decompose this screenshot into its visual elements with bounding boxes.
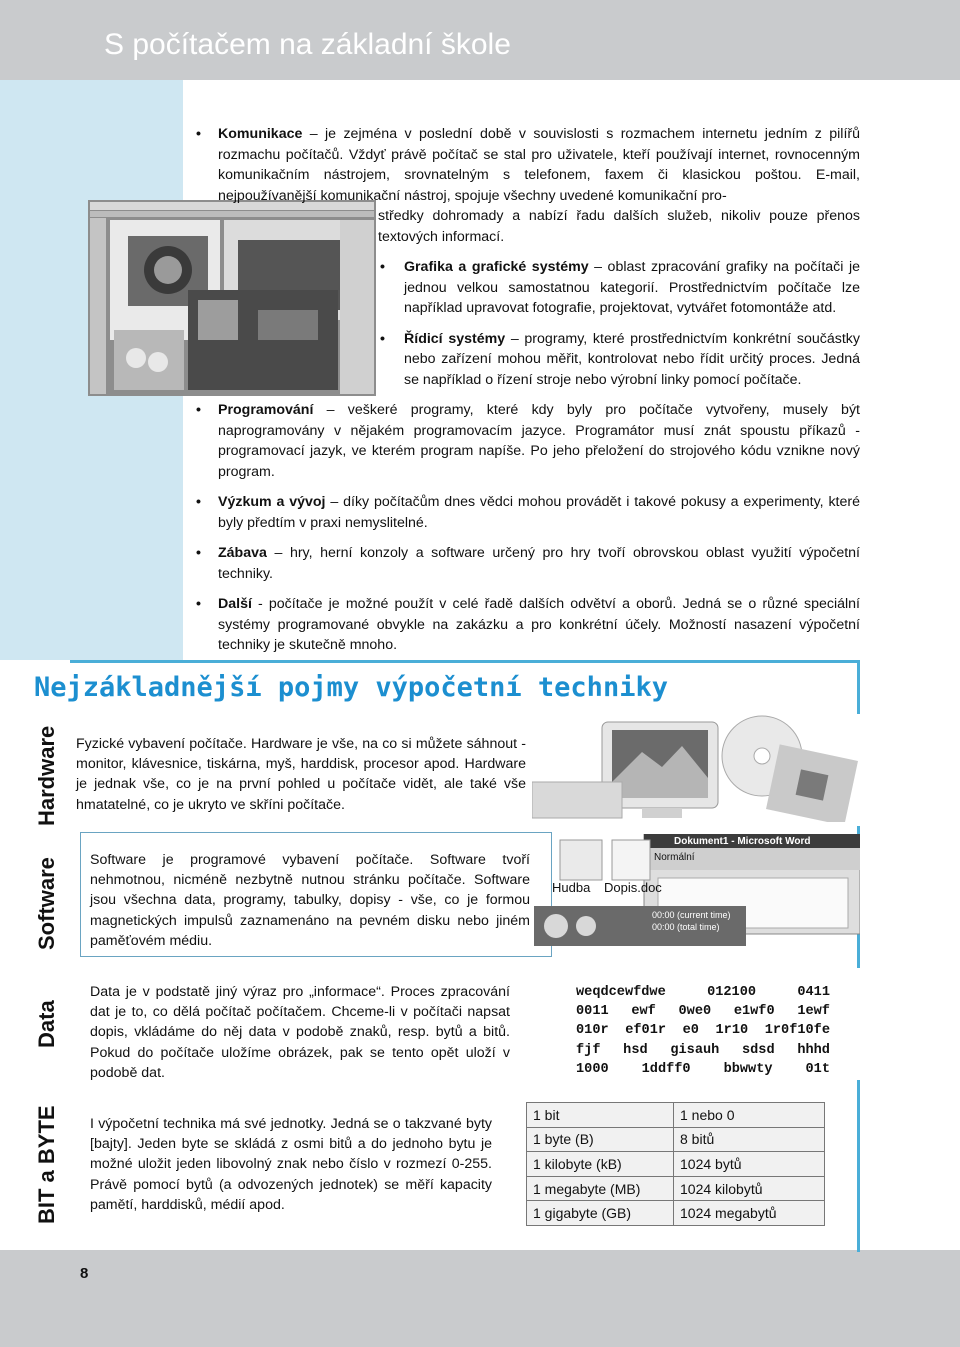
table-cell: 1 megabyte (MB) [527,1176,674,1201]
data-sample-text [576,983,830,1079]
page-header [0,0,960,80]
data-sample-word: 0411 [797,985,830,1000]
player-time: 00:00 (current time) [652,910,731,920]
data-sample-word: 1ewf [797,1004,830,1020]
list-item-continuation: středky dohromady a nabízí řadu dalších služeb, nikoliv pouze přenos textových informací. [378,208,860,245]
table-cell: 1024 megabytů [674,1201,825,1226]
footer-strip [0,1250,960,1347]
list-item: • Programování – veškeré programy, které kdy byly pro počítače vytvořeny, musely být naprogramovány v nějakém programovacím jazyce. Programátor musí znát spoustu příkazů - programovací jazyk, ve kterém program napíše. Po jeho přeložení do strojového kódu vznikne nový program. [196,400,860,482]
data-sample-word: sdsd [741,1042,775,1058]
data-sample-word: 0we0 [678,1004,712,1020]
file-icon-label: Hudba [552,880,591,895]
file-icon-label: Dopis.doc [604,880,662,895]
table-cell: 1 gigabyte (GB) [527,1201,674,1226]
table-cell: 1024 bytů [674,1152,825,1177]
data-sample-word: ef01r [625,1023,667,1039]
software-label: Software [34,857,59,950]
data-sample-word: 1000 [576,1061,609,1077]
data-sample-line [576,1002,830,1021]
table-cell: 8 bitů [674,1127,825,1152]
player-time: 00:00 (total time) [652,922,720,932]
section-title: Nejzákladnější pojmy výpočetní techniky [34,672,668,703]
table-cell: 1 kilobyte (kB) [527,1152,674,1177]
page-title: S počítačem na základní škole [104,28,511,61]
data-sample-line [576,1041,830,1060]
data-text: Data je v podstatě jiný výraz pro „informace“. Proces zpracování dat je to, co dělá počítač počítačem. Chceme-li v počítači napsat dopis, vkládáme do něj data v podobě znaků, resp. bytů a bitů. Pokud do počítače uložíme obrázek, pak se tento opět uloží v podobě dat. [90,984,510,1081]
data-sample-word: hsd [623,1042,648,1058]
table-row [527,1127,825,1152]
word-style-dropdown: Normální [654,852,695,863]
data-sample-line [576,1060,830,1079]
data-sample-word: e1wf0 [733,1004,775,1020]
data-sample-word: hhhd [797,1042,830,1058]
table-cell: 1 nebo 0 [674,1103,825,1128]
page-number: 8 [80,1265,89,1282]
data-sample-word: gisauh [670,1042,720,1058]
table-row [527,1152,825,1177]
table-cell: 1024 kilobytů [674,1176,825,1201]
list-item: • Zábava – hry, herní konzoly a software určený pro hry tvoří obrovskou oblast využití výpočetní techniky. [196,543,860,584]
data-sample-word: 01t [805,1061,830,1077]
table-cell: 1 byte (B) [527,1127,674,1152]
data-sample-word: fjf [576,1042,601,1058]
bitbyte-label: BIT a BYTE [34,1105,59,1224]
hardware-label: Hardware [34,725,59,826]
list-item: • Výzkum a vývoj – díky počítačům dnes vědci mohou provádět i takové pokusy a experimenty, které byly předtím v praxi nemyslitelné. [196,492,860,533]
hardware-illustration [532,712,860,822]
list-item: • Komunikace – je zejména v poslední době v souvislosti s rozmachem internetu jedním z pilířů rozmachu počítačů. Vždyť právě počítač se stal pro uživatele, kteří používají internet, rovnocenným komunikačním nástrojem, srovnatelným s telefonem, faxem či klasickou poštou. E-mail, nejpoužívanější komunikační nástroj, spojuje všechny uvedené komunikační pro- [196,124,860,206]
software-text: Software je programové vybavení počítače. Software tvoří nehmotnou, nicméně nezbytně nutnou stránku počítače. Software jsou všechna data, programy, tabulky, dopisy - vše, co je formou magnetických impulsů zaznamenáno na pevném disku nebo jiném paměťovém médiu. [90,852,530,949]
data-sample-word: 012100 [707,985,757,1000]
data-sample-word: bbwwty [723,1061,773,1077]
data-sample-word: 0011 [576,1004,609,1020]
data-sample-word: 1r0f10fe [764,1023,830,1039]
data-sample-word: 1r10 [715,1023,749,1039]
data-sample-line [576,983,830,1002]
table-row [527,1201,825,1226]
data-label: Data [34,1000,59,1048]
data-sample-word: weqdcewfdwe [576,985,666,1000]
hardware-text: Fyzické vybavení počítače. Hardware je vše, na co si můžete sáhnout - monitor, klávesnice, tiskárna, myš, harddisk, procesor apod. Hardware je jednak vše, co je na první pohled u počítače vidět, ale také vše hmatatelné, co je ukryto ve skříni počítače. [76,736,526,813]
list-item: • Grafika a grafické systémy – oblast zpracování grafiky na počítači je jednou velkou samostatnou kategorií. Prostřednictvím počítače lze například upravovat fotografie, projektovat, vytvářet fotomontáže atd. [380,257,860,319]
data-sample-word: 1ddff0 [641,1061,691,1077]
usage-list [196,124,860,656]
units-table [526,1102,825,1226]
data-sample-word: 010r [576,1023,609,1039]
bitbyte-text: I výpočetní technika má své jednotky. Jedná se o takzvané byty [bajty]. Jeden byte se skládá z osmi bitů a do jednoho bytu je možné uložit jeden libovolný znak nebo číslo v rozmezí 0-255. Právě pomocí bytů (a odvozených jednotek) se měří kapacity pamětí, harddisků, médií apod. [90,1116,492,1213]
data-sample-word: e0 [682,1023,699,1039]
table-cell: 1 bit [527,1103,674,1128]
table-row [527,1103,825,1128]
table-row [527,1176,825,1201]
list-item: • Řídicí systémy – programy, které prostřednictvím konkrétní součástky nebo zařízení mohou měřit, kontrolovat nebo řídit určitý proces. Jedná se například o řízení stroje nebo výrobní linky pomocí počítače. [380,329,860,391]
data-sample-word: ewf [631,1004,656,1020]
word-window-title: Dokument1 - Microsoft Word [674,836,811,847]
software-illustration [534,834,860,956]
list-item: • Další - počítače je možné použít v celé řadě dalších odvětví a oborů. Jedná se o různé speciální systémy programované obvykle na zakázku a pro konkrétní účely. Možností nasazení výpočetní techniky je skutečně mnoho. [196,594,860,656]
data-sample-line [576,1021,830,1040]
